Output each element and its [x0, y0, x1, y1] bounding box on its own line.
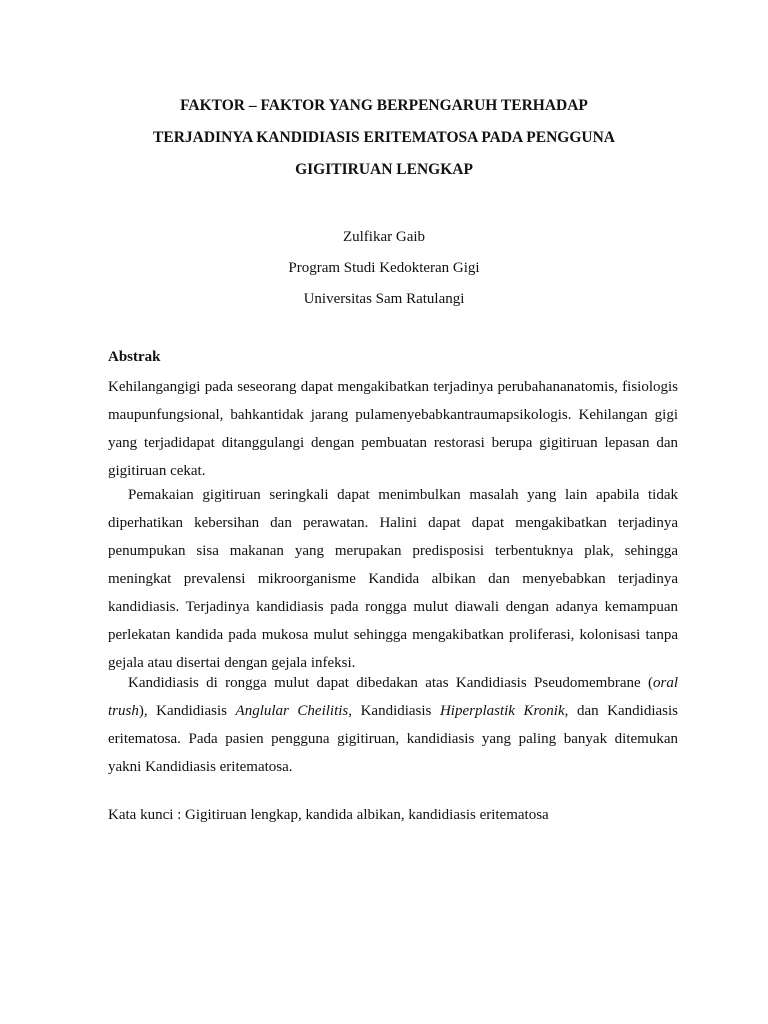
paper-title	[90, 90, 678, 186]
paragraph-segment: , dan Kandidiasis eritematosa. Pada pasien pengguna gigitiruan, kandidiasis yang paling banyak ditemukan yakni Kandidiasis eritematosa.	[108, 703, 678, 775]
keywords-line: Kata kunci : Gigitiruan lengkap, kandida albikan, kandidiasis eritematosa	[108, 807, 549, 823]
affiliation-program: Program Studi Kedokteran Gigi	[288, 260, 480, 276]
paragraph-segment: , Kandidiasis	[348, 703, 440, 719]
italic-term-oral-trush: oral trush	[108, 675, 678, 719]
abstract-paragraph-1	[108, 373, 678, 485]
author-name: Zulfikar Gaib	[342, 229, 426, 245]
author-block	[90, 222, 678, 315]
abstract-paragraph-3	[108, 669, 678, 781]
title-line-1: FAKTOR – FAKTOR YANG BERPENGARUH TERHADAP	[180, 97, 588, 114]
title-line-2: TERJADINYA KANDIDIASIS ERITEMATOSA PADA PENGGUNA	[153, 129, 615, 146]
paragraph-segment: Kandidiasis di rongga mulut dapat dibedakan atas Kandidiasis Pseudomembrane (	[128, 675, 653, 691]
paragraph-segment: ), Kandidiasis	[138, 703, 236, 719]
abstract-paragraph-2	[108, 481, 678, 677]
abstract-heading: Abstrak	[108, 349, 161, 365]
paragraph-text	[108, 669, 678, 781]
affiliation-university: Universitas Sam Ratulangi	[303, 291, 465, 307]
italic-term-angular-cheilitis: Anglular Cheilitis	[235, 703, 349, 719]
paragraph-text: Pemakaian gigitiruan seringkali dapat menimbulkan masalah yang lain apabila tidak diperhatikan kebersihan dan perawatan. Halini dapat dapat mengakibatkan terjadinya penumpukan sisa makanan yang merupakan predisposisi terbentuknya plak, sehingga meningkat prevalensi mikroorganisme Kandida albikan dan menyebabkan terjadinya kandidiasis. Terjadinya kandidiasis pada rongga mulut diawali dengan adanya kemampuan perlekatan kandida pada mukosa mulut sehingga mengakibatkan proliferasi, kolonisasi tanpa gejala atau disertai dengan gejala infeksi.	[108, 487, 678, 671]
title-line-3: GIGITIRUAN LENGKAP	[295, 161, 473, 178]
italic-term-hiperplastik-kronik: Hiperplastik Kronik	[439, 703, 565, 719]
paragraph-text: Kehilangangigi pada seseorang dapat mengakibatkan terjadinya perubahananatomis, fisiologis maupunfungsional, bahkantidak jarang pulamenyebabkantraumapsikologis. Kehilangan gigi yang terjadidapat ditanggulangi dengan pembuatan restorasi berupa gigitiruan lepasan dan gigitiruan cekat.	[108, 379, 678, 479]
